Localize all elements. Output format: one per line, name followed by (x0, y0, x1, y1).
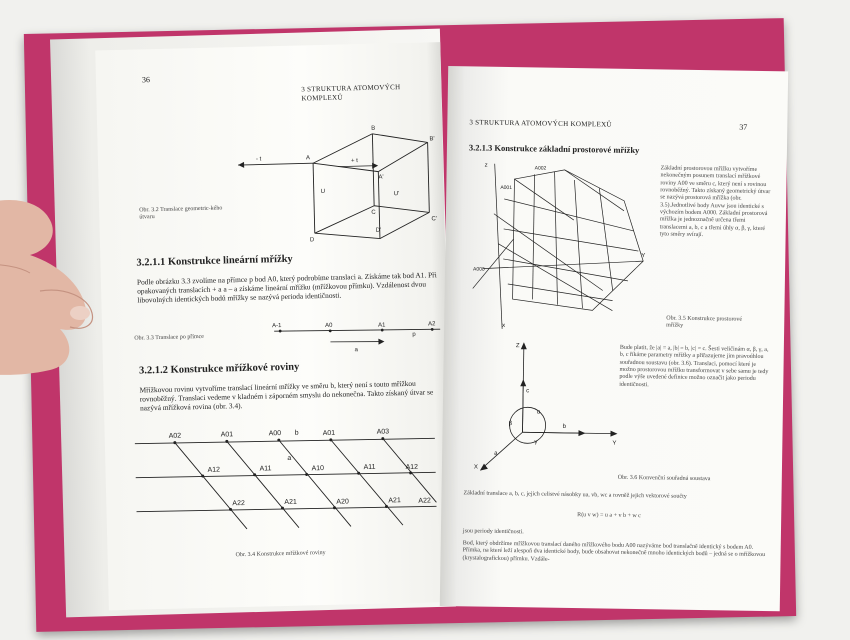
fig-label: - t (255, 156, 262, 163)
fig-label: A1 (377, 322, 386, 329)
side-text-2: Bude platit, že |a| = a, |b| = b, |c| = c. Šesti veličinám α, β, γ, a, b, c říkáme parametry mřížky a přiřazujeme jim pravoúhlou souřadnou soustavu (obr. 3.6). Translaci, pomocí které je možno prostorovou mřížku transformovat v sebe samu je tedy podle výše uvedené definice možno označit jako periodu identičnosti. (619, 344, 769, 388)
fig-label: C' (431, 216, 438, 223)
fig-label: A03 (376, 428, 390, 436)
fig-label: + t (350, 158, 358, 165)
paragraph-1: Podle obrázku 3.3 zvolíme na přímce p bod A0, který podrobíme translaci a. Získáme tak bod A1. Při opakovaných translacích + a a – a získáme lineární mřížku (mřížkovou přímku). Vzdálenost dvou libovolných identických bodů mřížky se nazývá perioda identičnosti. (136, 270, 437, 305)
fig-label: Y (612, 440, 617, 447)
fig-label: γ (534, 439, 538, 446)
fig-label: z (484, 162, 488, 169)
fig-label: b (294, 429, 299, 437)
fig-label: b (562, 423, 566, 430)
paragraph-5: Bod, který obdržíme mřížkovou translací daného mřížkového bodu A00 nazýváme bod translačně identický s bodem A0. Přímka, na které leží alespoň dva identické body, bude obsahovat nekonečně mnoho identických bodů – jedná se o mřížkovou (krystalografickou) přímku. Vzdále- (462, 540, 766, 563)
fig-label: a (354, 347, 359, 354)
heading-3-2-1-1: 3.2.1.1 Konstrukce lineární mřížky (136, 253, 293, 269)
fig-label: A11 (259, 465, 272, 473)
fig-label: X (473, 464, 479, 471)
fig-label: A002 (534, 165, 547, 172)
heading-3-2-1-3: 3.2.1.3 Konstrukce základní prostorové mřížky (468, 142, 640, 156)
running-head-left: 3 STRUKTURA ATOMOVÝCH KOMPLEXŮ (301, 83, 401, 103)
fig-label: A10 (311, 465, 325, 473)
fig-label: B' (429, 136, 435, 143)
fig-label: A21 (388, 497, 401, 505)
fig-label: A01 (220, 431, 234, 439)
fig-label: Z (515, 343, 520, 350)
formula: R(u v w) = u a + v b + w c (577, 512, 641, 520)
paragraph-4: jsou periody identičnosti. (462, 528, 524, 536)
fig-label: c (526, 388, 530, 395)
fig-label: A12 (207, 466, 221, 474)
fig-label: B (371, 125, 376, 132)
caption-3-5: Obr. 3.5 Konstrukce prostorové mřížky (666, 315, 743, 330)
left-page (95, 42, 454, 610)
fig-label: A00 (268, 430, 282, 438)
paragraph-2: Mřížkovou rovinu vytvoříme translací lineární mřížky ve směru b, který není s touto mřížkou rovnoběžný. Translaci vedeme v kladném i záporném smyslu do nekonečna. Takto získaný útvar se nazývá mřížková rovina (obr. 3.4). (139, 378, 434, 413)
caption-3-6: Obr. 3.6 Konvenční souřadná soustava (617, 474, 711, 483)
page-number-right: 37 (739, 122, 748, 132)
paragraph-3: Základní translace a, b, c, jejich celistvé násobky ua, vb, wc a rovněž jejich vektorové součty (463, 490, 687, 500)
right-page (440, 66, 788, 611)
side-text-1: Základní prostorovou mřížku vytvoříme nekonečným posunem translací mřížkové roviny A00 ve směru c, který není s rovinou rovnoběžný. Takto získaný geometrický útvar se nazývá prostorová mřížka (obr. 3.5).Jednotlivé body Auvw jsou identické s výchozím bodem A000. Základní prostorová mřížka je jednoznačně určena třemi translacemi a, b, c a třemi úhly α, β, γ, které tyto směry svírají. (659, 165, 771, 238)
fig-label: A000 (473, 266, 485, 273)
page-number-left: 36 (141, 75, 151, 85)
figure-3-3-line (272, 317, 443, 355)
fig-label: A02 (168, 432, 182, 440)
fig-label: x (502, 322, 506, 329)
fig-label: C (371, 209, 376, 216)
fig-label: A01 (322, 429, 336, 438)
fig-label: A20 (336, 498, 349, 506)
figure-3-2-cube (237, 112, 440, 244)
fig-label: A12 (405, 463, 419, 472)
fig-label: a (287, 454, 292, 462)
figure-3-6-coordinate-system (472, 336, 624, 478)
caption-3-2: Obr. 3.2 Translace geometric-kého útvaru (139, 205, 223, 221)
fig-label: U (320, 188, 326, 196)
fig-label: Y (641, 253, 646, 260)
fig-label: U' (393, 191, 400, 198)
figure-3-4-lattice-plane (134, 420, 437, 547)
hand (0, 195, 110, 385)
fig-label: β (508, 421, 513, 428)
fig-label: D (309, 237, 315, 244)
fig-label: A001 (500, 184, 513, 192)
fig-label: D' (375, 227, 382, 234)
fig-label: A11 (363, 463, 376, 472)
fig-label: A' (378, 174, 384, 181)
fig-label: A21 (284, 498, 297, 507)
fig-label: A2 (427, 321, 436, 328)
figure-3-5-spatial-lattice (472, 158, 655, 331)
fig-label: a (494, 450, 498, 457)
running-head-right: 3 STRUKTURA ATOMOVÝCH KOMPLEXŮ (469, 118, 612, 129)
heading-3-2-1-2: 3.2.1.2 Konstrukce mřížkové roviny (138, 361, 300, 377)
fig-label: A0 (324, 322, 333, 329)
fig-label: A22 (232, 499, 245, 508)
fig-label: A22 (418, 497, 431, 505)
fig-label: A (305, 155, 311, 162)
fig-label: A-1 (271, 323, 282, 330)
fig-label: α (536, 409, 541, 416)
caption-3-3: Obr. 3.3 Translace po přímce (134, 333, 205, 342)
fig-label: p (412, 331, 416, 338)
caption-3-4: Obr. 3.4 Konstrukce mřížkové roviny (235, 550, 326, 559)
